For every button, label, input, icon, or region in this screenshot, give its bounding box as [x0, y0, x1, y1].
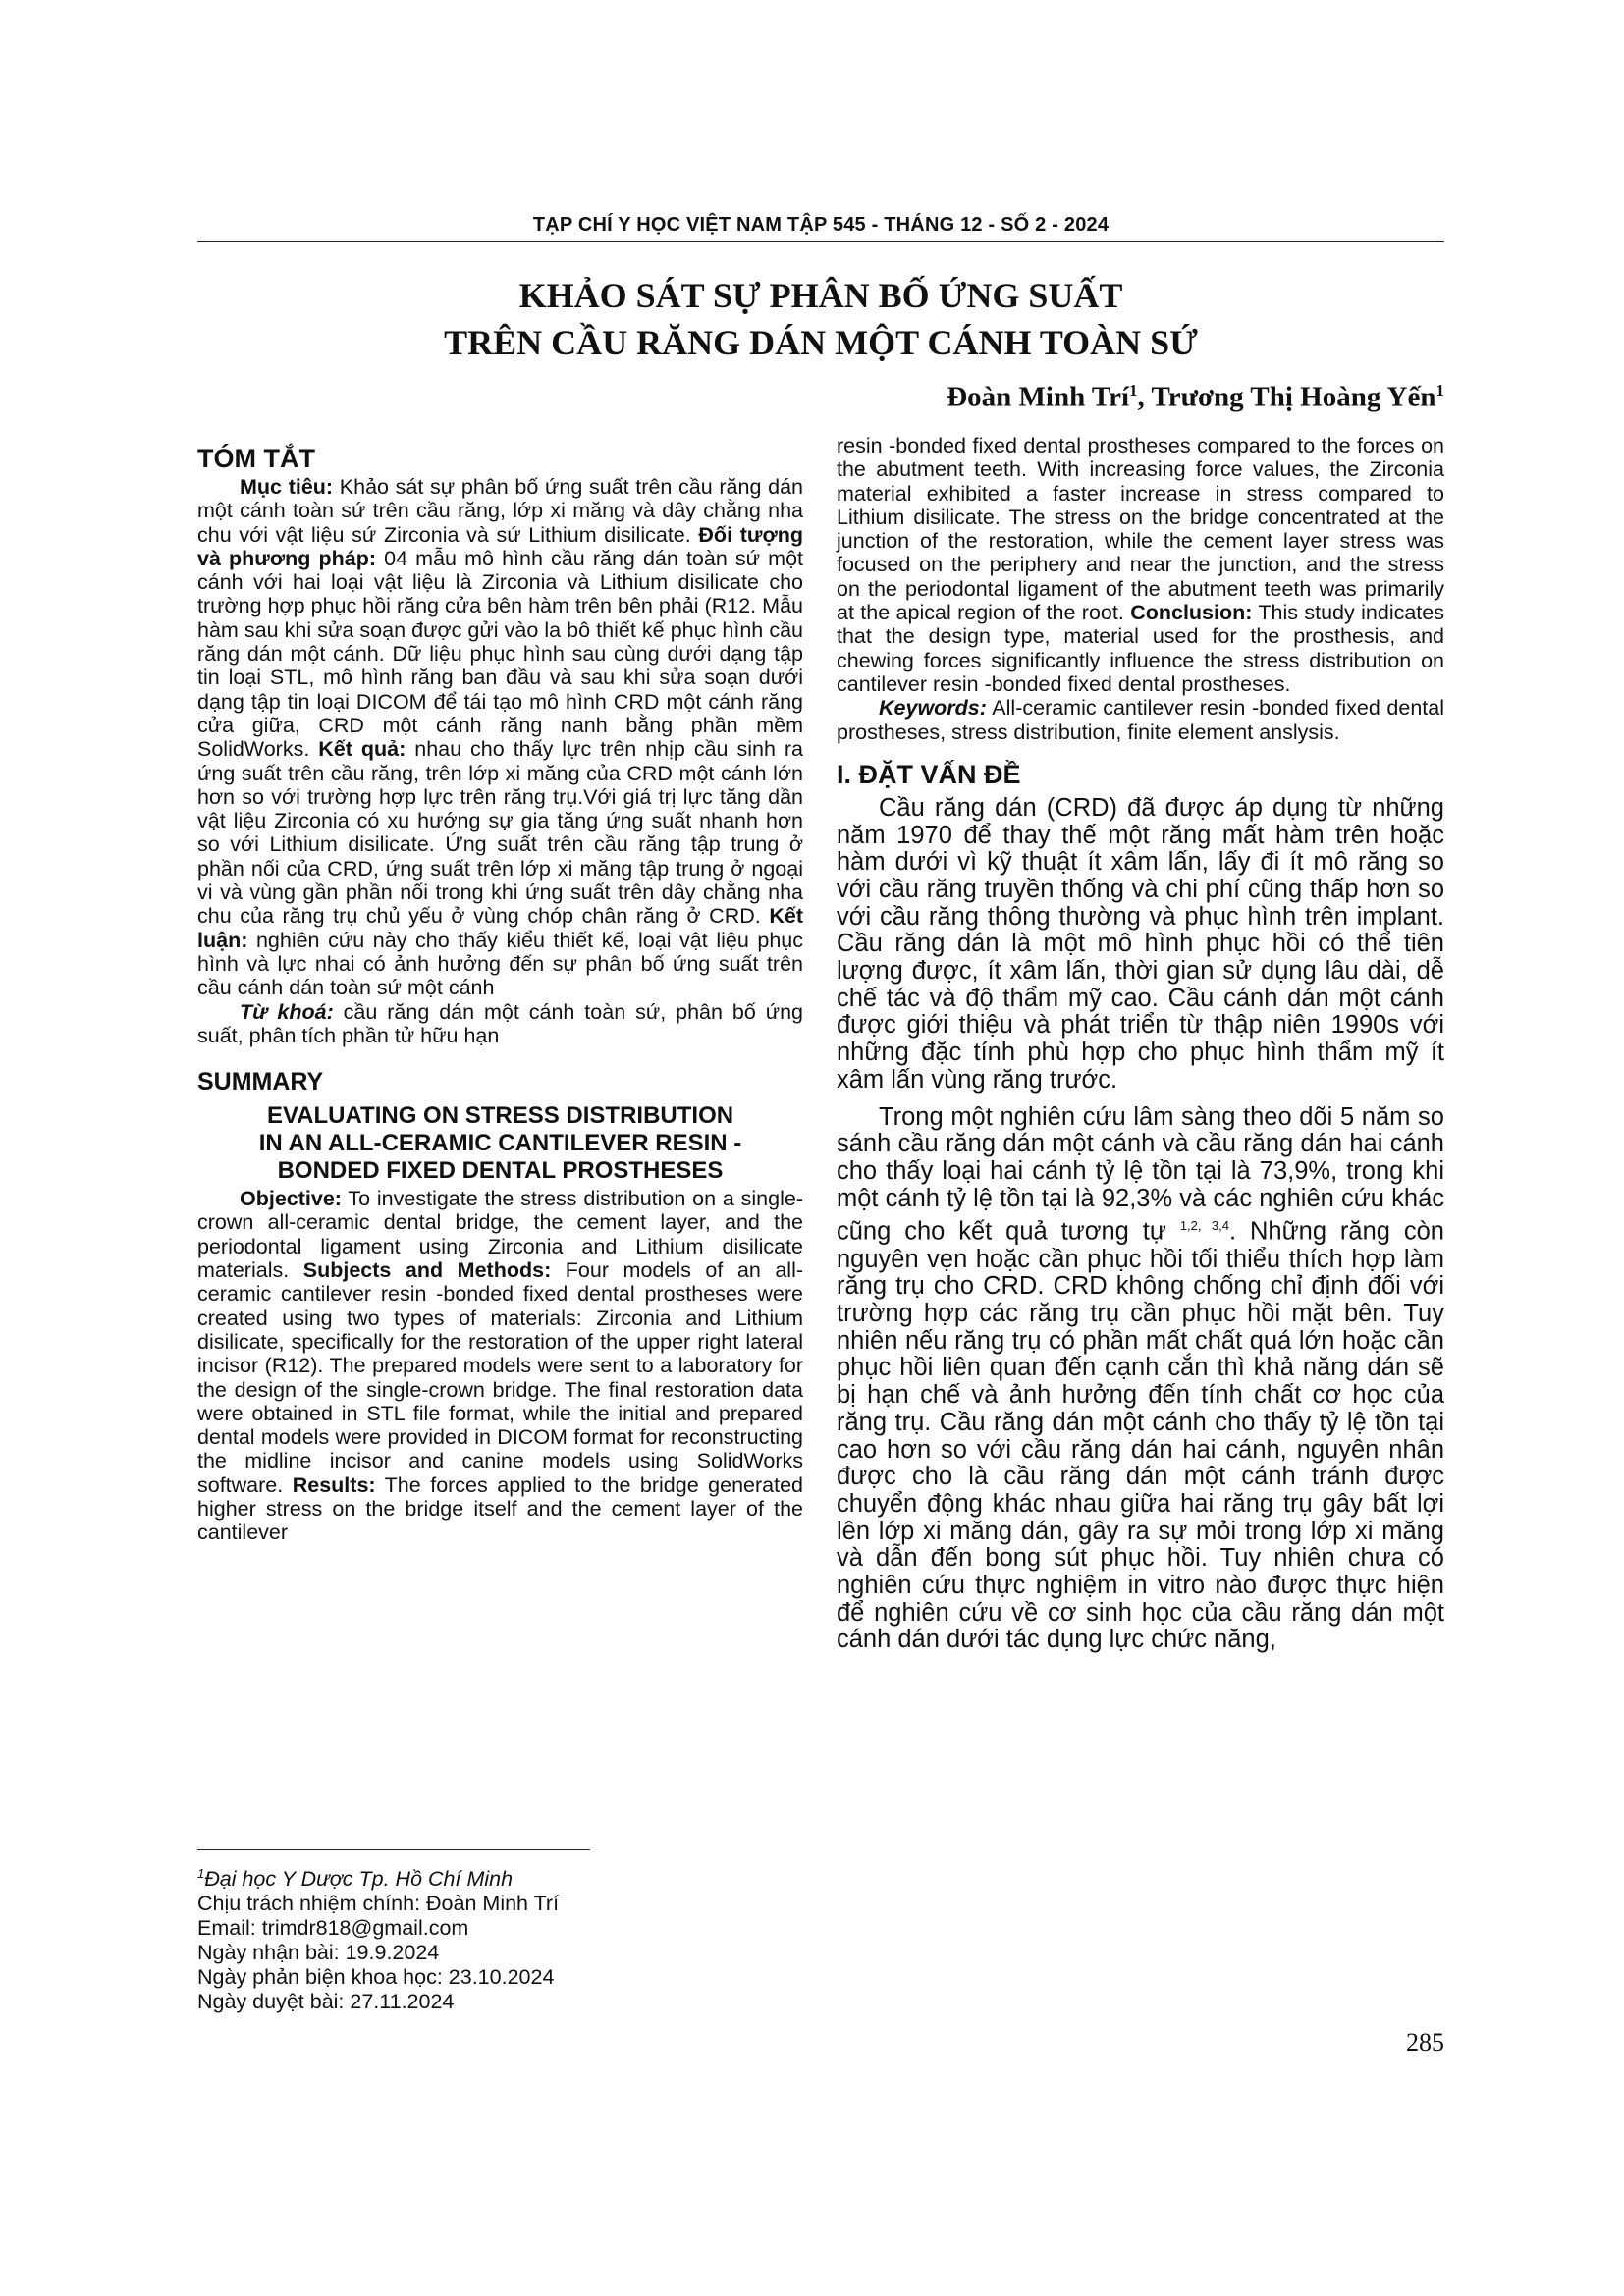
- section-1-heading: I. ĐẶT VẤN ĐỀ: [837, 759, 1021, 789]
- keywords-text-vi: cầu răng dán một cánh toàn sứ, phân bố ứng suất, phân tích phần tử hữu hạn: [197, 999, 804, 1047]
- footnote-accepted: Ngày duyệt bài: 27.11.2024: [197, 1990, 455, 2014]
- results-text-en-right: resin -bonded fixed dental prostheses compared to the forces on the abutment teeth. With increasing force values, the Zirconia material exhibited a faster increase in stress compared to Lithium disilicate. The stress on the bridge concentrated at the junction of the restoration, while the cement layer stress was focused on the periphery and near the junction, and the stress on the periodontal ligament of the abutment teeth was primarily at the apical region of the root.: [837, 434, 1444, 625]
- intro-p2-text-after: . Những răng còn nguyên vẹn hoặc cần phục hồi tối thiểu thích hợp làm răng trụ cho CRD. CRD không chống chỉ định đối với trường hợp các răng trụ cần phục hồi mặt bên. Tuy nhiên nếu răng trụ có phần mất chất quá lớn hoặc cần phục hồi liên quan đến cạnh cắn thì khả năng dán sẽ bị hạn chế và ảnh hưởng đến tính chất cơ học của răng trụ. Cầu răng dán một cánh cho thấy tỷ lệ tồn tại cao hơn so với cầu răng dán hai cánh, nguyên nhân được cho là cầu răng dán một cánh tránh được chuyển động khác nhau giữa hai răng trụ gây bất lợi lên lớp xi măng dán, gây ra sự mỏi trong lớp xi măng và dẫn đến bong sút phục hồi. Tuy nhiên chưa có nghiên cứu thực nghiệm in vitro nào được thực hiện để nghiên cứu về cơ sinh học của cầu răng dán một cánh dán dưới tác dụng lực chức năng,: [837, 1217, 1444, 1654]
- footnote-received: Ngày nhận bài: 19.9.2024: [197, 1941, 440, 1965]
- right-column: [837, 434, 1444, 1654]
- methods-label-en: Subjects and Methods:: [302, 1258, 552, 1283]
- abstract-en-body: [197, 1187, 803, 1544]
- results-text-en-left: The forces applied to the bridge generated higher stress on the bridge itself and the cement layer of the cantilever: [197, 1472, 804, 1545]
- author-list: [947, 381, 1444, 414]
- keywords-en: [837, 696, 1444, 744]
- section-1-body: [837, 795, 1444, 1654]
- abstract-vi-heading: TÓM TẮT: [197, 444, 315, 473]
- objective-label-en: Objective:: [240, 1187, 342, 1211]
- conclusion-text-vi: nghiên cứu này cho thấy kiểu thiết kế, loại vật liệu phục hình và lực nhai có ảnh hưởng đến sự phân bố ứng suất trên cầu cánh dán toàn sứ một cánh: [197, 928, 803, 1000]
- objective-text-en: To investigate the stress distribution on a single-crown all-ceramic dental bridge, the cement layer, and the periodontal ligament using Zirconia and Lithium disilicate materials.: [197, 1187, 803, 1283]
- conclusion-label-vi: Kết luận:: [197, 904, 803, 952]
- abstract-en-continued: [837, 434, 1444, 696]
- english-title-line-3: BONDED FIXED DENTAL PROSTHESES: [277, 1157, 724, 1185]
- footnote-affiliation-mark: 1: [197, 1866, 205, 1881]
- keywords-vi: [197, 1000, 803, 1048]
- methods-text-vi: 04 mẫu mô hình cầu răng dán toàn sứ một cánh với hai loại vật liệu là Zirconia và Lithium disilicate cho trường hợp phục hồi răng cửa bên hàm trên bên phải (R12. Mẫu hàm sau khi sửa soạn được gửi vào la bô thiết kế phục hình cầu răng dán một cánh. Dữ liệu phục hình sau cùng dưới dạng tập tin loại STL, mô hình răng ban đầu và sau khi sửa soạn dưới dạng tập tin loại DICOM để tái tạo mô hình CRD một cánh răng cửa giữa, CRD một cánh răng nanh bằng phần mềm SolidWorks.: [197, 546, 803, 762]
- keywords-label-en: Keywords:: [879, 696, 987, 721]
- intro-paragraph-2: [837, 1104, 1444, 1655]
- footnote-affiliation-text: Đại học Y Dược Tp. Hồ Chí Minh: [204, 1867, 514, 1892]
- objective-text-vi: Khảo sát sự phân bố ứng suất trên cầu răng dán một cánh toàn sứ trên cầu răng, lớp xi măng và dây chằng nha chu với vật liệu sứ Zirconia và sứ Lithium disilicate.: [197, 475, 803, 547]
- conclusion-label-en: Conclusion:: [1130, 601, 1253, 625]
- author-2-affiliation-mark: 1: [1435, 381, 1444, 400]
- footnote-reviewed: Ngày phản biện khoa học: 23.10.2024: [197, 1965, 555, 1990]
- keywords-label-vi: Từ khoá:: [240, 999, 334, 1024]
- methods-label-vi: Đối tượng và phương pháp:: [197, 522, 803, 570]
- results-label-en: Results:: [292, 1472, 376, 1497]
- left-column: [197, 434, 803, 1545]
- article-title-line-1: KHẢO SÁT SỰ PHÂN BỐ ỨNG SUẤT: [518, 276, 1123, 315]
- page-number: 285: [1406, 2028, 1444, 2056]
- keywords-text-en: All-ceramic cantilever resin -bonded fixed dental prostheses, stress distribution, finite element anslysis.: [837, 696, 1444, 744]
- abstract-vi-body: [197, 475, 803, 1000]
- header-rule: [197, 241, 1444, 242]
- conclusion-text-en: This study indicates that the design type, material used for the prosthesis, and chewing forces significantly influence the stress distribution on cantilever resin -bonded fixed dental prostheses.: [837, 601, 1444, 696]
- methods-text-en: Four models of an all-ceramic cantilever resin -bonded fixed dental prostheses were created using two types of materials: Zirconia and Lithium disilicate, specifically for the restoration of the upper right lateral incisor (R12). The prepared models were sent to a laboratory for the design of the single-crown bridge. The final restoration data were obtained in STL file format, while the initial and prepared dental models were provided in DICOM format for reconstructing the midline incisor and canine models using SolidWorks software.: [197, 1258, 804, 1497]
- english-title: [197, 1102, 803, 1185]
- footnotes: [197, 1861, 803, 2014]
- english-title-line-2: IN AN ALL-CERAMIC CANTILEVER RESIN -: [258, 1130, 742, 1157]
- citation-marks: 1,2, 3,4: [1179, 1218, 1229, 1234]
- footnote-corresponding: Chịu trách nhiệm chính: Đoàn Minh Trí: [197, 1892, 560, 1916]
- summary-heading: SUMMARY: [197, 1068, 324, 1096]
- results-text-vi: nhau cho thấy lực trên nhịp cầu sinh ra ứng suất trên cầu răng, trên lớp xi măng của CRD một cánh lớn hơn so với trường hợp lực trên răng trụ.Với giá trị lực tăng dần vật liệu Zirconia có xu hướng sự gia tăng ứng suất nhanh hơn so với Lithium disilicate. Ứng suất trên cầu răng tập trung ở phần nối của CRD, ứng suất trên lớp xi măng tập trung ở ngoại vi và vùng gần phần nối trong khi ứng suất trên dây chằng nha chu của răng trụ chủ yếu ở vùng chóp chân răng ở CRD.: [197, 737, 803, 929]
- objective-label-vi: Mục tiêu:: [240, 475, 334, 499]
- article-title-line-2: TRÊN CẦU RĂNG DÁN MỘT CÁNH TOÀN SỨ: [444, 323, 1198, 362]
- running-head: TẠP CHÍ Y HỌC VIỆT NAM TẬP 545 - THÁNG 12 - SỐ 2 - 2024: [532, 214, 1110, 236]
- intro-p2-text-before: Trong một nghiên cứu lâm sàng theo dõi 5 năm so sánh cầu răng dán một cánh và cầu răng dán hai cánh cho thấy loại hai cánh tỷ lệ tồn tại là 73,9%, trong khi một cánh tỷ lệ tồn tại là 92,3% và các nghiên cứu khác cũng cho kết quả tương tự: [837, 1102, 1444, 1246]
- results-label-vi: Kết quả:: [318, 737, 406, 762]
- footnote-rule: [197, 1849, 590, 1850]
- english-title-line-1: EVALUATING ON STRESS DISTRIBUTION: [266, 1102, 734, 1130]
- author-2-name: Trương Thị Hoàng Yến: [1151, 381, 1436, 413]
- footnote-email: Email: trimdr818@gmail.com: [197, 1916, 469, 1941]
- intro-paragraph-1: Cầu răng dán (CRD) đã được áp dụng từ những năm 1970 để thay thế một răng mất hàm trên hoặc hàm dưới vì kỹ thuật ít xâm lấn, lấy đi ít mô răng so với cầu răng truyền thống và chi phí cũng thấp hơn so với cầu răng thông thường và phục hình trên implant. Cầu răng dán là một mô hình phục hồi có thể tiên lượng được, ít xâm lấn, thời gian sử dụng lâu dài, dễ chế tác và độ thẩm mỹ cao. Cầu cánh dán một cánh được giới thiệu và phát triển từ thập niên 1990s với những đặc tính phù hợp cho phục hình thẩm mỹ ít xâm lấn vùng răng trước.: [837, 793, 1444, 1094]
- author-1-affiliation-mark: 1: [1129, 381, 1138, 400]
- author-separator: ,: [1137, 381, 1152, 413]
- footnote-affiliation: [197, 1861, 803, 1892]
- author-1-name: Đoàn Minh Trí: [947, 381, 1130, 413]
